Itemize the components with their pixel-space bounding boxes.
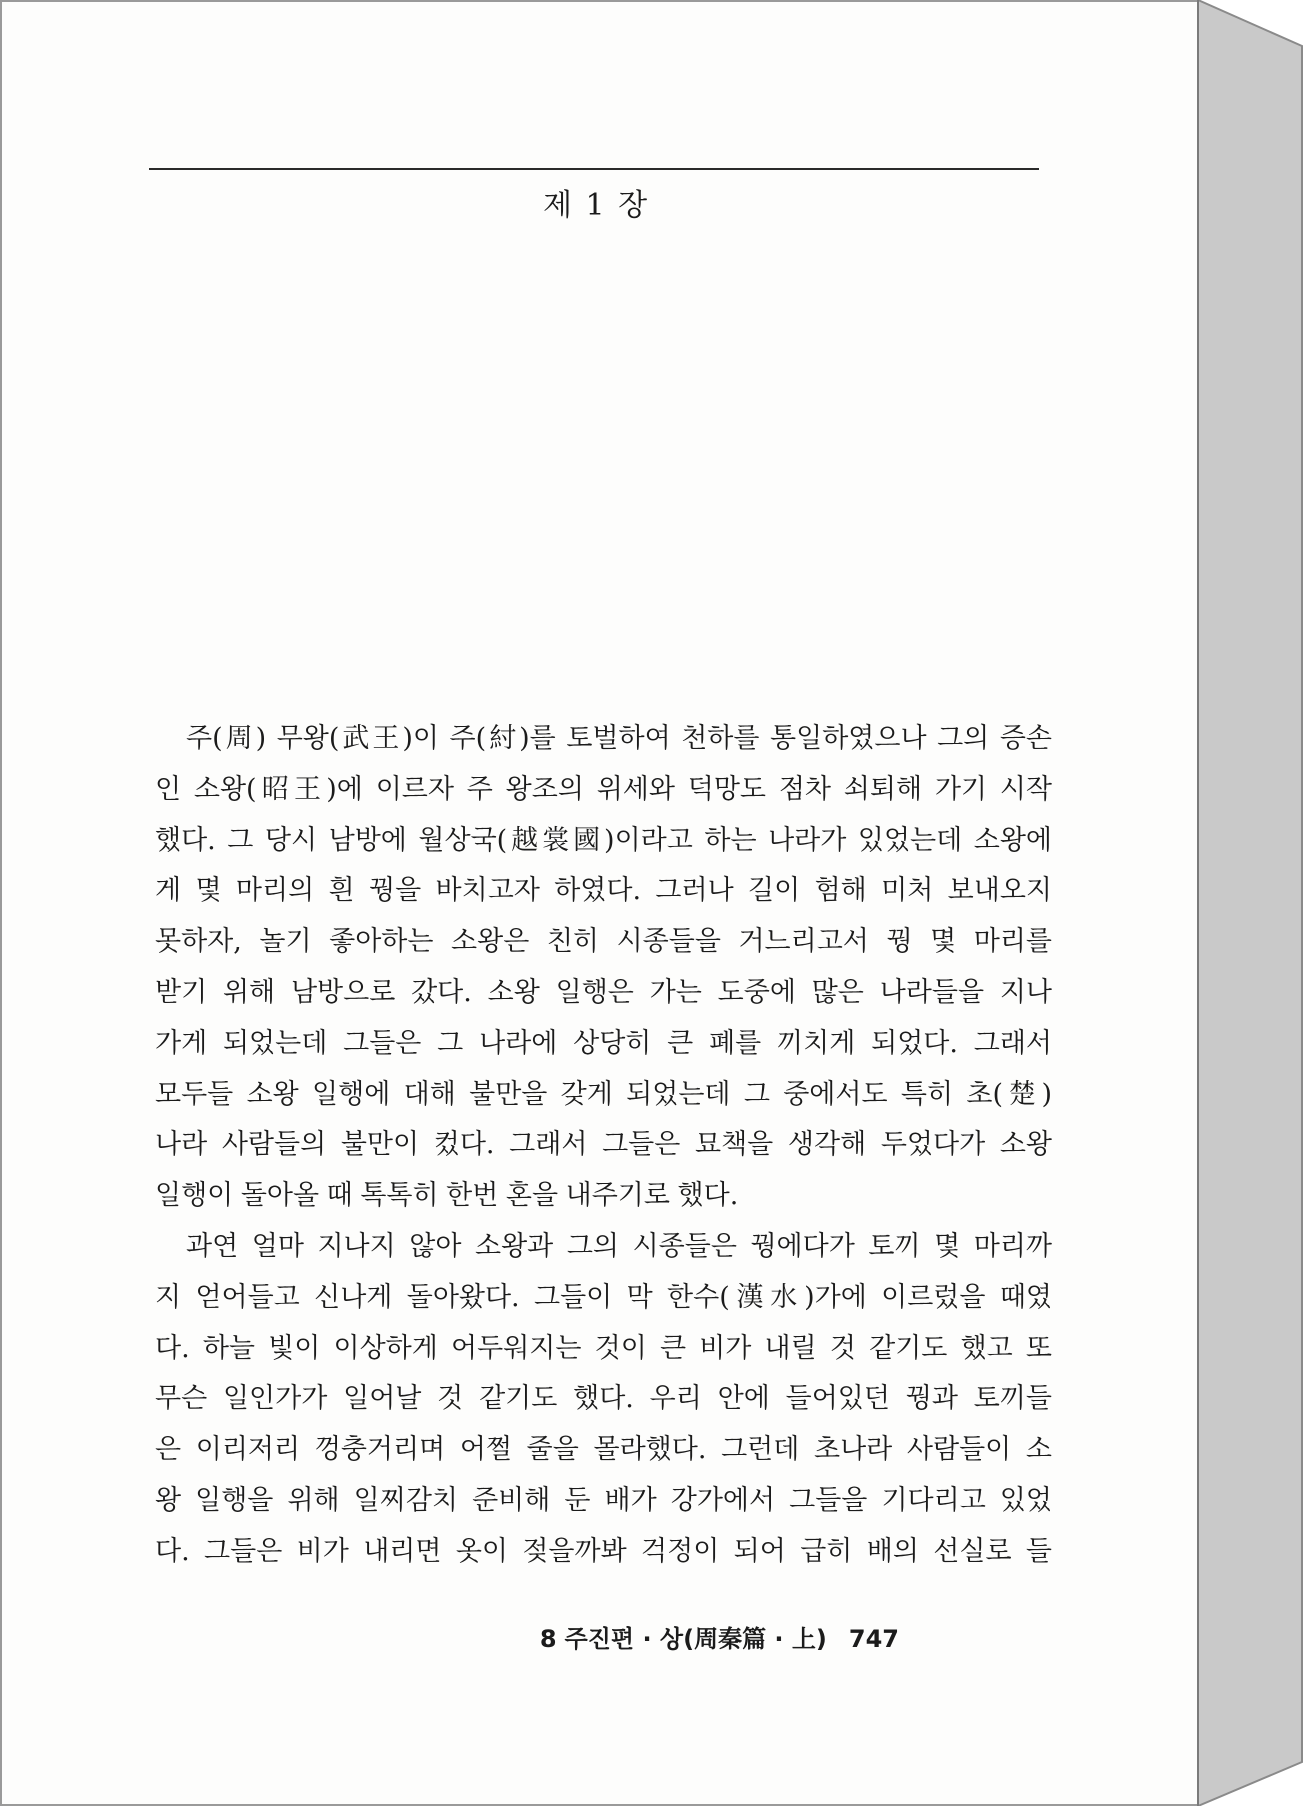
text-line: 못하자, 놀기 좋아하는 소왕은 친히 시종들을 거느리고서 꿩 몇 마리를	[155, 926, 1052, 958]
page-number: 747	[848, 1625, 899, 1653]
footer-section-title: 주진편 · 상(周秦篇 · 上)	[564, 1625, 827, 1653]
text-line: 과연 얼마 지나지 않아 소왕과 그의 시종들은 꿩에다가 토끼 몇 마리까	[186, 1230, 1052, 1262]
text-line: 나라 사람들의 불만이 컸다. 그래서 그들은 묘책을 생각해 두었다가 소왕	[155, 1129, 1052, 1161]
text-line: 주(周) 무왕(武王)이 주(紂)를 토벌하여 천하를 통일하였으나 그의 증손	[186, 723, 1052, 754]
page-footer	[540, 1622, 899, 1656]
body-text	[155, 714, 1052, 1578]
footer-section-number: 8	[539, 1625, 557, 1653]
text-line: 모두들 소왕 일행에 대해 불만을 갖게 되었는데 그 중에서도 특히 초(楚)	[155, 1078, 1052, 1110]
text-line: 게 몇 마리의 흰 꿩을 바치고자 하였다. 그러나 길이 험해 미처 보내오지	[155, 875, 1052, 907]
text-line: 인 소왕(昭王)에 이르자 주 왕조의 위세와 덕망도 점차 쇠퇴해 가기 시작	[155, 773, 1052, 805]
chapter-rule	[149, 168, 1039, 170]
text-line: 일행이 돌아올 때 톡톡히 한번 혼을 내주기로 했다.	[155, 1180, 739, 1212]
text-line: 왕 일행을 위해 일찌감치 준비해 둔 배가 강가에서 그들을 기다리고 있었	[155, 1484, 1052, 1516]
text-line: 다. 하늘 빛이 이상하게 어두워지는 것이 큰 비가 내릴 것 같기도 했고 또	[155, 1332, 1052, 1364]
book-side-panel	[1198, 0, 1302, 1806]
text-line: 가게 되었는데 그들은 그 나라에 상당히 큰 폐를 끼치게 되었다. 그래서	[155, 1027, 1052, 1059]
text-line: 다. 그들은 비가 내리면 옷이 젖을까봐 걱정이 되어 급히 배의 선실로 들	[155, 1535, 1052, 1567]
text-line: 지 얻어들고 신나게 돌아왔다. 그들이 막 한수(漢水)가에 이르렀을 때였	[155, 1281, 1052, 1313]
text-line: 받기 위해 남방으로 갔다. 소왕 일행은 가는 도중에 많은 나라들을 지나	[155, 976, 1052, 1008]
chapter-title: 제 1 장	[542, 188, 648, 223]
text-line: 했다. 그 당시 남방에 월상국(越裳國)이라고 하는 나라가 있었는데 소왕에	[155, 824, 1052, 856]
text-line: 은 이리저리 껑충거리며 어쩔 줄을 몰라했다. 그런데 초나라 사람들이 소	[155, 1434, 1052, 1466]
text-line: 무슨 일인가가 일어날 것 같기도 했다. 우리 안에 들어있던 꿩과 토끼들	[155, 1383, 1052, 1415]
